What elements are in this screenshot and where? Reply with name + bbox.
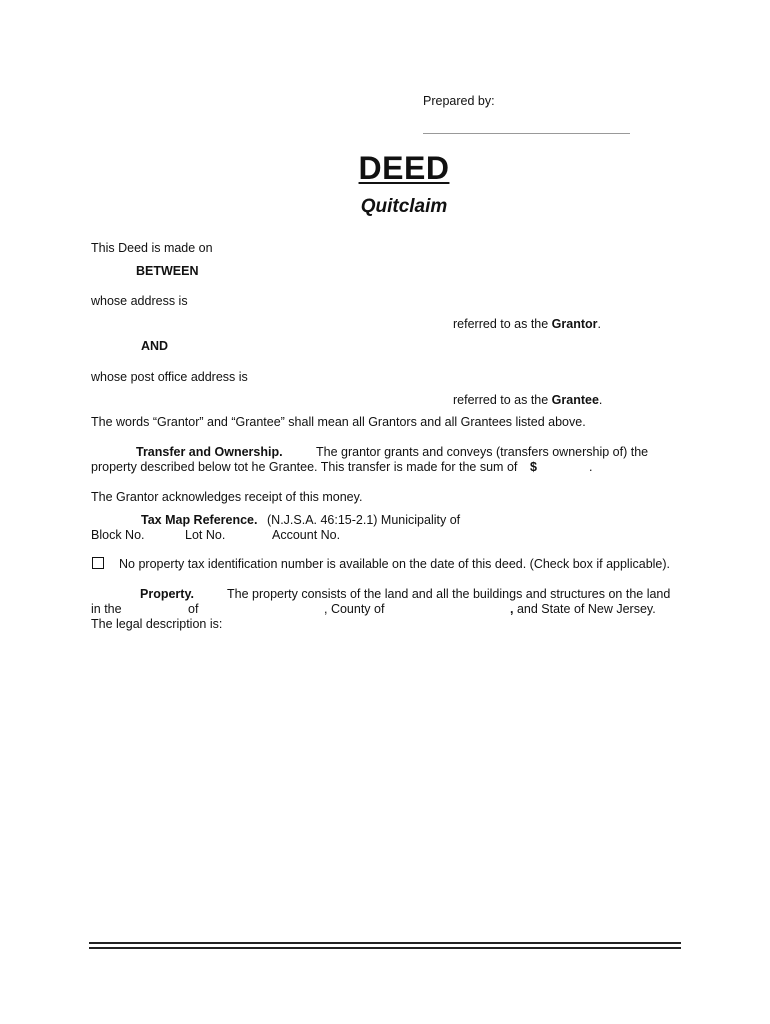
- legal-description-label: The legal description is:: [91, 617, 223, 631]
- grantee-referred-text: [453, 393, 602, 407]
- transfer-heading: Transfer and Ownership.: [136, 445, 283, 459]
- deed-subtitle: Quitclaim: [360, 196, 448, 217]
- county-of-label: , County of: [324, 602, 385, 616]
- referred-prefix: referred to as the: [453, 317, 552, 331]
- grantor-referred-text: [453, 317, 601, 331]
- and-label: AND: [141, 339, 169, 353]
- period: .: [597, 317, 601, 331]
- made-on-text: This Deed is made on: [91, 241, 213, 255]
- deed-title: DEED: [358, 150, 450, 186]
- no-tax-id-label: No property tax identification number is available on the date of this deed. (Check box if applicable).: [119, 557, 671, 571]
- state-label: and State of New Jersey.: [516, 602, 656, 616]
- between-label: BETWEEN: [136, 264, 199, 278]
- dollar-sign: $: [530, 460, 537, 474]
- account-label: Account No.: [272, 528, 341, 542]
- footer-rule-bottom: [89, 947, 681, 949]
- lot-label: Lot No.: [185, 528, 226, 542]
- of-label: of: [188, 602, 199, 616]
- transfer-text-1: The grantor grants and conveys (transfers ownership of) the: [316, 445, 649, 459]
- transfer-end-period: .: [589, 460, 593, 474]
- property-text-1: The property consists of the land and all the buildings and structures on the land: [227, 587, 671, 601]
- property-heading: Property.: [140, 587, 194, 601]
- no-tax-id-checkbox[interactable]: [92, 557, 104, 569]
- state-text: [510, 602, 656, 616]
- footer-rule-top: [89, 942, 681, 944]
- transfer-text-2: property described below tot he Grantee. This transfer is made for the sum of: [91, 460, 518, 474]
- grantor-address-label: whose address is: [91, 294, 188, 308]
- in-the-label: in the: [91, 602, 122, 616]
- grantee-address-label: whose post office address is: [91, 370, 248, 384]
- acknowledge-text: The Grantor acknowledges receipt of this money.: [91, 490, 363, 504]
- tax-heading: Tax Map Reference.: [141, 513, 258, 527]
- block-label: Block No.: [91, 528, 145, 542]
- referred-prefix: referred to as the: [453, 393, 552, 407]
- definition-text: The words “Grantor” and “Grantee” shall mean all Grantors and all Grantees listed above.: [91, 415, 586, 429]
- period: .: [598, 393, 603, 407]
- tax-text: (N.J.S.A. 46:15-2.1) Municipality of: [267, 513, 461, 527]
- grantee-word: Grantee: [551, 393, 599, 407]
- prepared-by-label: Prepared by:: [423, 94, 495, 108]
- grantor-word: Grantor: [551, 317, 598, 331]
- state-comma: ,: [510, 602, 514, 616]
- prepared-by-line: [423, 133, 630, 134]
